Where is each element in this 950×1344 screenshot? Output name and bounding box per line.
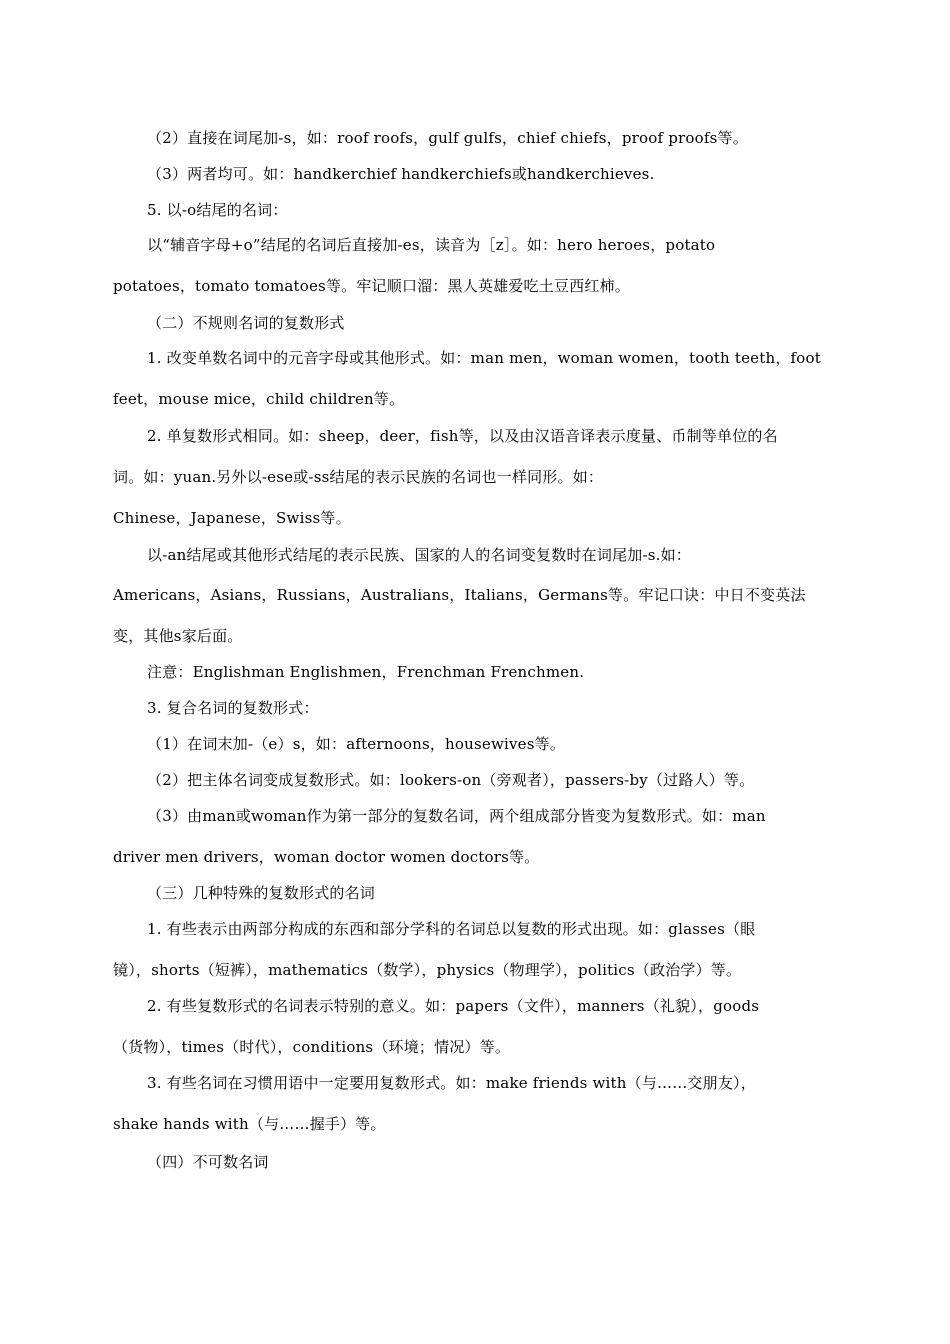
text-line: （货物），times（时代），conditions（环境；情况）等。 [113,1038,511,1056]
text-line: 2. 单复数形式相同。如：sheep，deer，fish等，以及由汉语音译表示度量、币制等单位的名 [147,427,778,445]
text-line: （2）把主体名词变成复数形式。如：lookers-on（旁观者），passers-by（过路人）等。 [147,771,755,789]
list-heading: 3. 复合名词的复数形式： [147,699,319,717]
text-line: （1）在词末加-（e）s，如：afternoons，housewives等。 [147,735,566,753]
text-line: shake hands with（与……握手）等。 [113,1115,386,1133]
text-line: 1. 有些表示由两部分构成的东西和部分学科的名词总以复数的形式出现。如：glasses（眼 [147,920,756,938]
section-heading: （三）几种特殊的复数形式的名词 [147,884,376,902]
text-line: （2）直接在词尾加-s，如：roof roofs，gulf gulfs，chief chiefs，proof proofs等。 [147,129,748,147]
text-line: Americans，Asians，Russians，Australians，Italians，Germans等。牢记口诀：中日不变英法 [113,586,806,604]
text-line: 以-an结尾或其他形式结尾的表示民族、国家的人的名词变复数时在词尾加-s.如： [147,546,692,564]
text-line: 以“辅音字母+o”结尾的名词后直接加-es，读音为［z］。如：hero heroes，potato [147,236,716,254]
section-heading: （四）不可数名词 [147,1153,269,1171]
text-line: 词。如：yuan.另外以-ese或-ss结尾的表示民族的名词也一样同形。如： [113,468,604,486]
list-heading: 5. 以-o结尾的名词： [147,201,288,219]
text-line: 注意：Englishman Englishmen，Frenchman Frenchmen. [147,663,585,681]
text-line: Chinese，Japanese，Swiss等。 [113,509,351,527]
text-line: potatoes，tomato tomatoes等。牢记顺口溜：黑人英雄爱吃土豆西红柿。 [113,277,630,295]
text-line: 镜），shorts（短裤），mathematics（数学），physics（物理学），politics（政治学）等。 [113,961,742,979]
text-line: driver men drivers，woman doctor women doctors等。 [113,848,540,866]
text-line: （3）两者均可。如：handkerchief handkerchiefs或handkerchieves. [147,165,655,183]
text-line: 变，其他s家后面。 [113,627,243,645]
text-line: （3）由man或woman作为第一部分的复数名词，两个组成部分皆变为复数形式。如：man [147,807,766,825]
text-line: 2. 有些复数形式的名词表示特别的意义。如：papers（文件），manners（礼貌），goods [147,997,760,1015]
text-line: 3. 有些名词在习惯用语中一定要用复数形式。如：make friends with（与……交朋友）， [147,1074,756,1092]
text-line: 1. 改变单数名词中的元音字母或其他形式。如：man men，woman women，tooth teeth，foot [147,349,821,367]
section-heading: （二）不规则名词的复数形式 [147,314,345,332]
text-line: feet，mouse mice，child children等。 [113,390,405,408]
